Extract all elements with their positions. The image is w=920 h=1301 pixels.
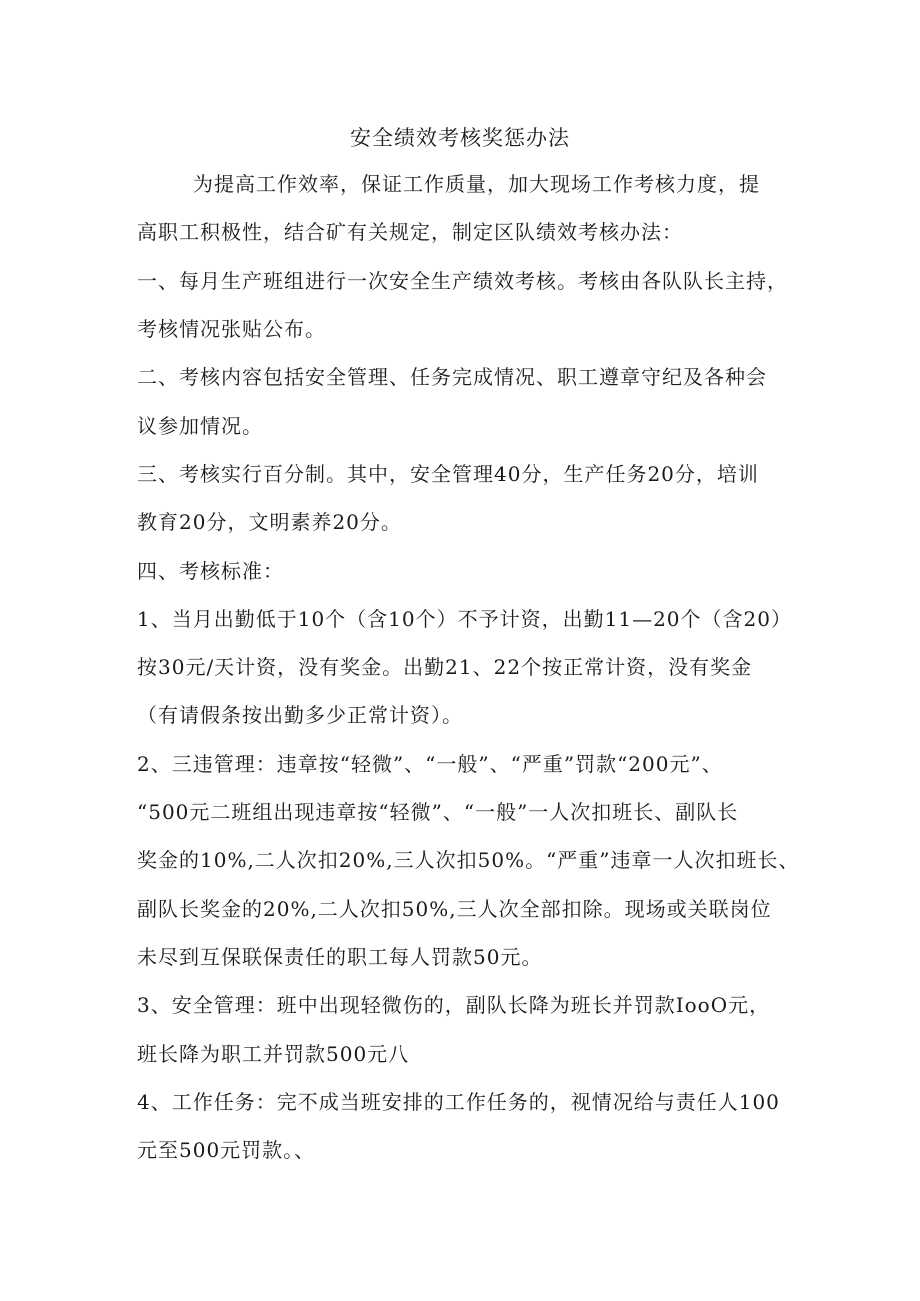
- document-title: 安全绩效考核奖惩办法: [350, 126, 570, 150]
- paragraph-line: 2、三违管理：违章按“轻微”、“一般”、“严重”罚款“200元”、: [137, 752, 723, 776]
- paragraph-line: 二、考核内容包括安全管理、任务完成情况、职工遵章守纪及各种会: [137, 365, 767, 389]
- paragraph-line: 考核情况张贴公布。: [137, 317, 326, 341]
- paragraph-line: 3、安全管理：班中出现轻微伤的，副队长降为班长并罚款IooO元，: [137, 993, 771, 1017]
- paragraph-line: 班长降为职工并罚款500元八: [137, 1042, 410, 1066]
- paragraph-line: 三、考核实行百分制。其中，安全管理40分，生产任务20分，培训: [137, 462, 759, 486]
- paragraph-line: 按30元/天计资，没有奖金。出勤21、22个按正常计资，没有奖金: [137, 655, 753, 679]
- paragraph-line: 未尽到互保联保责任的职工每人罚款50元。: [137, 945, 543, 969]
- paragraph-line: 议参加情况。: [137, 414, 263, 438]
- paragraph-line: 4、工作任务：完不成当班安排的工作任务的，视情况给与责任人100: [137, 1090, 780, 1114]
- paragraph-line: 教育20分，文明素养20分。: [137, 510, 402, 534]
- paragraph-line: 高职工积极性，结合矿有关规定，制定区队绩效考核办法：: [137, 220, 683, 244]
- paragraph-line: 元至500元罚款。、: [137, 1138, 316, 1162]
- paragraph-line: 四、考核标准：: [137, 559, 284, 583]
- paragraph-line: （有请假条按出勤多少正常计资）。: [137, 703, 463, 727]
- paragraph-line: 副队长奖金的20%,二人次扣50%,三人次全部扣除。现场或关联岗位: [137, 897, 772, 921]
- paragraph-line: 奖金的10%,二人次扣20%,三人次扣50%。“严重”违章一人次扣班长、: [137, 848, 800, 872]
- paragraph-line: 一、每月生产班组进行一次安全生产绩效考核。考核由各队队长主持，: [137, 269, 788, 293]
- paragraph-line: 1、当月出勤低于10个（含10个）不予计资，出勤11—20个（含20）: [137, 607, 792, 631]
- paragraph-line: “500元二班组出现违章按“轻微”、“一般”一人次扣班长、副队长: [137, 800, 739, 824]
- paragraph-line: 为提高工作效率，保证工作质量，加大现场工作考核力度，提: [193, 172, 760, 196]
